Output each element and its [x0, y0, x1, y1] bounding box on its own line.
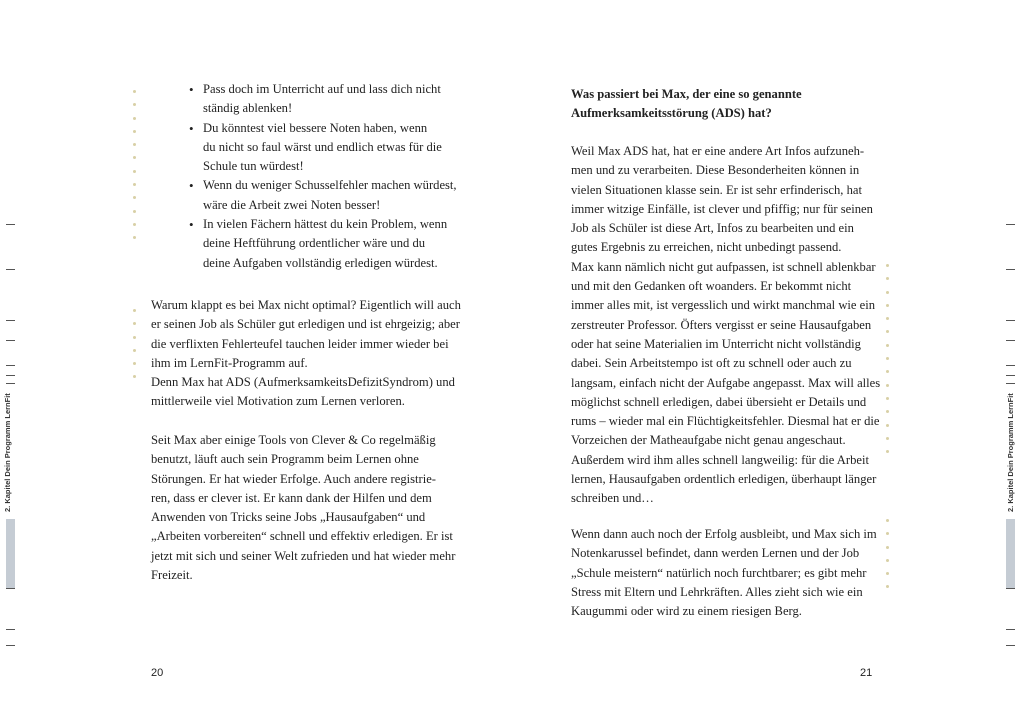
- margin-tick: [1006, 375, 1015, 376]
- margin-tick: [1006, 588, 1015, 589]
- decor-dot: [133, 103, 136, 106]
- decor-dot: [886, 450, 889, 453]
- decor-dot: [133, 117, 136, 120]
- margin-tick: [1006, 383, 1015, 384]
- decor-dot: [886, 559, 889, 562]
- decor-dot: [133, 196, 136, 199]
- text-line: Außerdem wird ihm alles schnell langweilig: für die Arbeit: [571, 452, 869, 467]
- text-line: dabei. Sein Arbeitstempo ist oft zu schnell oder auch zu: [571, 356, 852, 371]
- text-line: Warum klappt es bei Max nicht optimal? Eigentlich will auch: [151, 298, 461, 312]
- decor-dot: [133, 375, 136, 378]
- text-line: jetzt mit sich und seiner Welt zufrieden und hat wieder mehr: [151, 548, 456, 563]
- bullet-item: [203, 176, 503, 215]
- text-line: lernen, Hausaufgaben ordentlich erledigen, überhaupt länger: [571, 472, 877, 487]
- decor-dot: [886, 330, 889, 333]
- decor-dot: [133, 322, 136, 325]
- margin-tick: [6, 629, 15, 630]
- text-line: ständig ablenken!: [203, 101, 293, 116]
- decor-dot: [886, 410, 889, 413]
- margin-tick: [1006, 645, 1015, 646]
- margin-tick: [6, 320, 15, 321]
- decor-dot: [133, 223, 136, 226]
- text-line: oder hat seine Materialien im Unterricht nicht vollständig: [571, 336, 861, 351]
- chapter-label-right: 2. Kapitel Dein Programm LernFit: [1006, 393, 1015, 512]
- decor-dot: [886, 572, 889, 575]
- decor-dot: [133, 156, 136, 159]
- bullet-item: [203, 215, 503, 273]
- decor-dot: [886, 519, 889, 522]
- margin-tick: [6, 588, 15, 589]
- text-line: Anwenden von Tricks seine Jobs „Hausaufgaben“ und: [151, 510, 426, 525]
- chapter-bar-right: [1006, 519, 1015, 588]
- decor-dot: [886, 291, 889, 294]
- text-line: deine Aufgaben vollständig erledigen würdest.: [203, 255, 438, 270]
- text-line: Schule tun würdest!: [203, 159, 304, 174]
- text-line: Max kann nämlich nicht gut aufpassen, ist schnell ablenkbar: [571, 259, 876, 274]
- text-line: immer alles mit, ist vergesslich und wirkt manchmal wie ein: [571, 298, 876, 313]
- decor-dot: [133, 362, 136, 365]
- text-line: immer witzige Einfälle, ist clever und pfiffig; nur für seinen: [571, 201, 873, 216]
- text-line: wäre die Arbeit zwei Noten besser!: [203, 197, 381, 212]
- decor-dot: [886, 585, 889, 588]
- text-line: die verflixten Fehlerteufel tauchen leider immer wieder bei: [151, 336, 449, 351]
- decor-dot: [133, 349, 136, 352]
- decor-dot: [133, 130, 136, 133]
- text-line: möglichst schnell erledigen, dabei übersieht er Details und: [571, 394, 867, 409]
- margin-tick: [6, 340, 15, 341]
- decor-dot: [886, 370, 889, 373]
- bullet-item: [203, 80, 503, 119]
- text-line: Denn Max hat ADS (AufmerksamkeitsDefizitSyndrom) und: [151, 375, 455, 390]
- margin-tick: [6, 269, 15, 270]
- text-line: langsam, einfach nicht der Aufgabe angepasst. Max will alles: [571, 375, 881, 390]
- margin-tick: [6, 224, 15, 225]
- text-line: ihm im LernFit-Programm auf.: [151, 355, 308, 370]
- decor-dot: [886, 357, 889, 360]
- text-line: gutes Ergebnis zu erreichen, nicht unbedingt passend.: [571, 240, 842, 255]
- text-line: du nicht so faul wärst und endlich etwas für die: [203, 139, 442, 154]
- decor-dot: [886, 532, 889, 535]
- decor-dot: [886, 397, 889, 400]
- decor-dot: [133, 236, 136, 239]
- text-line: Freizeit.: [151, 568, 193, 583]
- bullet-item: [203, 119, 503, 177]
- text-line: • Wenn du weniger Schusselfehler machen würdest,: [203, 178, 457, 193]
- margin-tick: [1006, 269, 1015, 270]
- decor-dot: [886, 437, 889, 440]
- text-line: und mit den Gedanken oft woanders. Er bekommt nicht: [571, 279, 852, 294]
- text-line: • Pass doch im Unterricht auf und lass dich nicht: [203, 82, 441, 96]
- text-line: Vorzeichen der Matheaufgabe nicht genau angeschaut.: [571, 433, 846, 448]
- decor-dot: [133, 90, 136, 93]
- margin-tick: [1006, 224, 1015, 225]
- decor-dot: [886, 317, 889, 320]
- text-line: Wenn dann auch noch der Erfolg ausbleibt, und Max sich im: [571, 527, 877, 541]
- text-line: • Du könntest viel bessere Noten haben, wenn: [203, 120, 428, 135]
- decor-dot: [886, 546, 889, 549]
- decor-dot: [133, 210, 136, 213]
- text-line: Was passiert bei Max, der eine so genannte: [571, 87, 802, 101]
- decor-dot: [886, 277, 889, 280]
- margin-tick: [6, 383, 15, 384]
- bullet-list: [203, 80, 503, 273]
- text-line: „Arbeiten vorbereiten“ schnell und effektiv erledigen. Er ist: [151, 529, 453, 544]
- decor-dot: [133, 170, 136, 173]
- chapter-label-left: 2. Kapitel Dein Programm LernFit: [3, 393, 12, 512]
- dot-column-right-bottom: [886, 519, 890, 599]
- decor-dot: [133, 183, 136, 186]
- text-line: er seinen Job als Schüler gut erledigen und ist ehrgeizig; aber: [151, 317, 460, 332]
- text-line: rums – wieder mal ein Flüchtigkeitsfehler. Diesmal hat er die: [571, 414, 880, 429]
- right-paragraph-2: [571, 525, 901, 621]
- text-line: mittlerweile viel Motivation zum Lernen verloren.: [151, 394, 405, 409]
- text-line: „Schule meistern“ natürlich noch furchtbarer; es gibt mehr: [571, 565, 867, 580]
- dot-column-right-mid: [886, 264, 890, 463]
- decor-dot: [133, 309, 136, 312]
- text-line: ren, dass er clever ist. Er kann dank der Hilfen und dem: [151, 490, 432, 505]
- text-line: Seit Max aber einige Tools von Clever & Co regelmäßig: [151, 433, 436, 447]
- text-line: Störungen. Er hat wieder Erfolge. Auch andere registrie-: [151, 471, 437, 486]
- text-line: deine Heftführung ordentlicher wäre und du: [203, 236, 426, 251]
- decor-dot: [886, 264, 889, 267]
- page-number-right: 21: [860, 667, 873, 679]
- text-line: Aufmerksamkeitsstörung (ADS) hat?: [571, 106, 772, 121]
- margin-tick: [6, 365, 15, 366]
- margin-tick: [1006, 340, 1015, 341]
- left-paragraph-2: [151, 431, 481, 585]
- right-paragraph-1: [571, 142, 901, 509]
- right-question-heading: [571, 85, 901, 124]
- text-line: • In vielen Fächern hättest du kein Problem, wenn: [203, 217, 448, 232]
- dot-column-left-top: [133, 90, 137, 250]
- text-line: benutzt, läuft auch sein Programm beim Lernen ohne: [151, 452, 419, 467]
- decor-dot: [886, 384, 889, 387]
- text-line: Kaugummi oder wird zu einem riesigen Berg.: [571, 604, 802, 619]
- chapter-bar-left: [6, 519, 15, 588]
- margin-tick: [1006, 629, 1015, 630]
- text-line: zerstreuter Professor. Öfters vergisst er seine Hausaufgaben: [571, 317, 872, 332]
- margin-tick: [1006, 365, 1015, 366]
- margin-tick: [1006, 320, 1015, 321]
- decor-dot: [133, 143, 136, 146]
- left-paragraph-1: [151, 296, 481, 412]
- decor-dot: [886, 304, 889, 307]
- text-line: vielen Situationen klasse sein. Er ist sehr erfinderisch, hat: [571, 182, 862, 197]
- decor-dot: [133, 336, 136, 339]
- page-number-left: 20: [151, 667, 164, 679]
- text-line: Weil Max ADS hat, hat er eine andere Art Infos aufzuneh-: [571, 144, 865, 158]
- text-line: Stress mit Eltern und Lehrkräften. Alles zieht sich wie ein: [571, 584, 863, 599]
- text-line: schreiben und…: [571, 491, 654, 506]
- margin-tick: [6, 645, 15, 646]
- decor-dot: [886, 344, 889, 347]
- text-line: men und zu verarbeiten. Diese Besonderheiten können in: [571, 163, 860, 178]
- text-line: Notenkarussel befindet, dann werden Lernen und der Job: [571, 546, 860, 561]
- margin-tick: [6, 375, 15, 376]
- dot-column-left-mid: [133, 309, 137, 389]
- decor-dot: [886, 424, 889, 427]
- text-line: Job als Schüler ist diese Art, Infos zu bearbeiten und ein: [571, 221, 854, 236]
